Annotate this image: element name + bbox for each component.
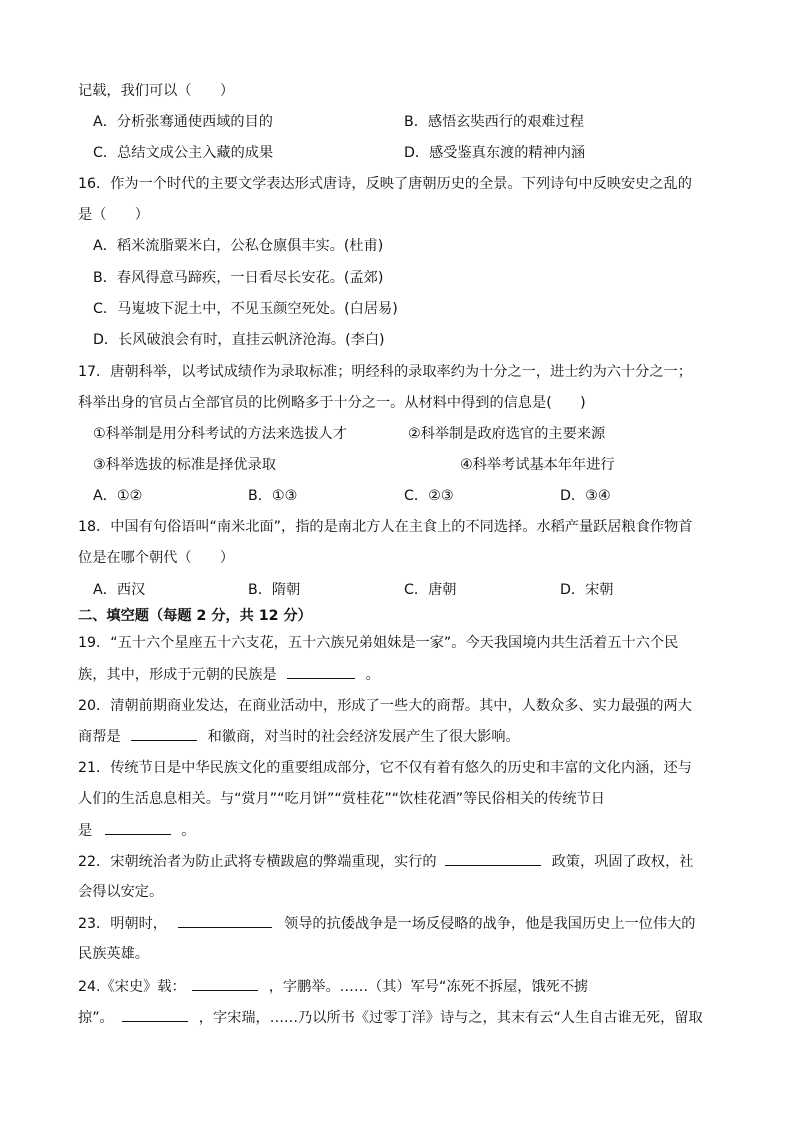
q21-stem: 21．传统节日是中华民族文化的重要组成部分，它不仅有着有悠久的历史和丰富的文化内涵，还与 [78,760,692,776]
q21-text-end: 。 [181,823,196,839]
q23-answer-blank[interactable] [178,913,272,928]
q24-answer-blank-1[interactable] [192,976,258,991]
q15-option-d: D．感受鉴真东渡的精神内涵 [404,145,586,161]
q21-text: 是 [78,823,93,839]
q15-option-a: A．分析张骞通使西域的目的 [93,114,273,130]
q17-statement-3: ③科举选拔的标准是择优录取 [93,457,276,473]
q18-stem: 18．中国有句俗语叫“南米北面”，指的是南北方人在主食上的不同选择。水稻产量跃居粮食作物首 [78,519,693,535]
q24-text-2: ，字鹏举。……（其）军号“冻死不拆屋，饿死不掳 [268,979,589,995]
q21-stem-2: 人们的生活息息相关。与“赏月”“吃月饼”“赏桂花”“饮桂花酒”等民俗相关的传统节日 [78,791,605,807]
q21-stem-3 [78,820,195,841]
q16-stem: 16．作为一个时代的主要文学表达形式唐诗，反映了唐朝历史的全景。下列诗句中反映安史之乱的 [78,176,692,192]
q24-text-4: ，字宋瑞，……乃以所书《过零丁洋》诗与之，其末有云“人生自古谁无死，留取 [198,1010,703,1026]
q18-option-b: B．隋朝 [248,582,301,598]
q17-option-a: A．①② [93,488,143,504]
q24-text-3: 掠”。 [78,1010,114,1026]
q20-stem: 20．清朝前期商业发达，在商业活动中，形成了一些大的商帮。其中，人数众多、实力最强的两大 [78,698,692,714]
q17-statement-4: ④科举考试基本年年进行 [460,457,615,473]
q18-option-d: D．宋朝 [560,582,614,598]
q15-option-b: B．感悟玄奘西行的艰难过程 [404,114,584,130]
q24-stem [78,976,588,997]
q22-answer-blank[interactable] [445,851,541,866]
q16-option-c: C．马嵬坡下泥土中，不见玉颜空死处。(白居易) [93,301,398,317]
q20-answer-blank[interactable] [131,726,197,741]
q16-option-d: D．长风破浪会有时，直挂云帆济沧海。(李白) [93,332,385,348]
q17-stem: 17．唐朝科举，以考试成绩作为录取标准；明经科的录取率约为十分之一，进士约为六十分之一； [78,364,692,380]
q17-statement-1: ①科举制是用分科考试的方法来选拔人才 [93,426,347,442]
q18-option-c: C．唐朝 [404,582,457,598]
q19-stem-2 [78,664,380,685]
q23-stem-2: 民族英雄。 [78,946,149,962]
q17-option-b: B．①③ [248,488,298,504]
q22-text-end: 政策，巩固了政权，社 [551,854,694,870]
q16-option-b: B．春风得意马蹄疾，一日看尽长安花。(孟郊) [93,270,384,286]
q16-stem-2: 是（ ） [78,207,149,223]
q22-stem [78,851,693,872]
q19-text-end: 。 [365,667,380,683]
q23-text-end: 领导的抗倭战争是一场反侵略的战争，他是我国历史上一位伟大的 [284,916,696,932]
q15-stem-end: 记载，我们可以（ ） [78,83,235,99]
q20-text-end: 和徽商，对当时的社会经济发展产生了很大影响。 [207,729,520,745]
q19-answer-blank[interactable] [287,664,355,679]
q18-stem-2: 位是在哪个朝代（ ） [78,550,235,566]
q17-statement-2: ②科举制是政府选官的主要来源 [408,426,606,442]
q22-text: 22．宋朝统治者为防止武将专横跋扈的弊端重现，实行的 [78,854,437,870]
q15-option-c: C．总结文成公主入藏的成果 [93,145,274,161]
q20-stem-2 [78,726,520,747]
q21-answer-blank[interactable] [105,820,171,835]
q23-text: 23．明朝时， [78,916,167,932]
q20-text: 商帮是 [78,729,121,745]
q16-option-a: A．稻米流脂粟米白，公私仓廪俱丰实。(杜甫) [93,238,384,254]
q23-stem [78,913,695,934]
q17-stem-2: 科举出身的官员占全部官员的比例略多于十分之一。从材料中得到的信息是( ) [78,395,586,411]
q19-stem: 19．“五十六个星座五十六支花，五十六族兄弟姐妹是一家”。今天我国境内共生活着五十六个民 [78,635,679,651]
q18-option-a: A．西汉 [93,582,146,598]
q24-text: 24.《宋史》载： [78,979,186,995]
q22-stem-2: 会得以安定。 [78,884,164,900]
q24-stem-2 [78,1007,703,1028]
q17-option-c: C．②③ [404,488,454,504]
section-heading-fill-in: 二、填空题（每题 2 分，共 12 分） [78,608,312,624]
q17-option-d: D．③④ [560,488,611,504]
q24-answer-blank-2[interactable] [122,1007,188,1022]
q19-text: 族，其中，形成于元朝的民族是 [78,667,277,683]
